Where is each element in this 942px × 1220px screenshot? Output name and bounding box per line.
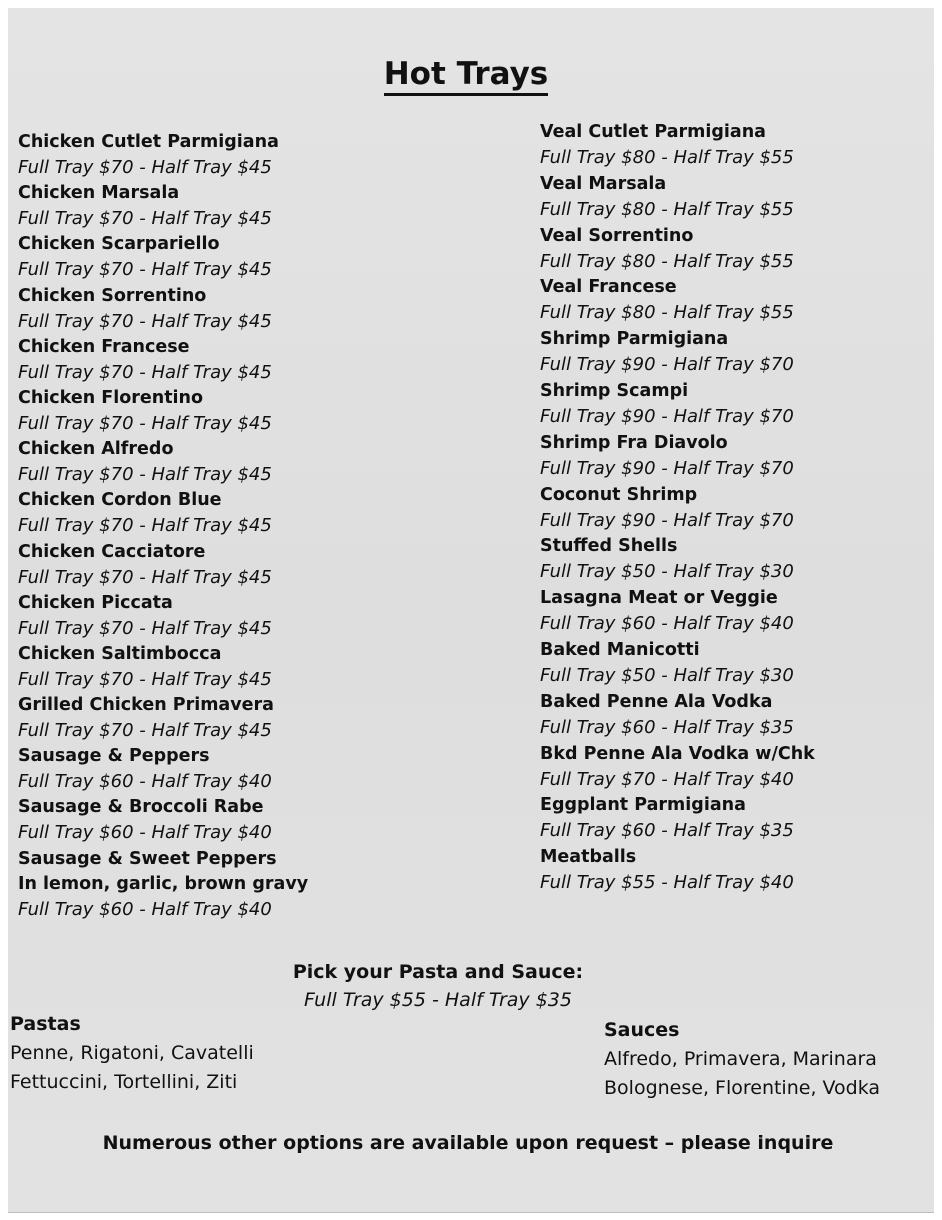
sauces-list (604, 1016, 880, 1103)
menu-item (18, 488, 438, 539)
menu-item-price: Full Tray $80 - Half Tray $55 (540, 250, 794, 272)
menu-item (18, 335, 438, 386)
pasta-sauce-price: Full Tray $55 - Half Tray $35 (304, 989, 572, 1011)
menu-item (540, 120, 920, 172)
menu-item (540, 534, 920, 586)
menu-item-name: Chicken Saltimbocca (18, 643, 222, 664)
menu-item-price: Full Tray $70 - Half Tray $45 (18, 720, 272, 742)
menu-item-price: Full Tray $60 - Half Tray $40 (18, 822, 272, 844)
menu-item (18, 744, 438, 795)
menu-item (18, 181, 438, 232)
menu-item (18, 642, 438, 693)
menu-item (18, 540, 438, 591)
menu-item (18, 232, 438, 283)
menu-item-name: Chicken Cacciatore (18, 541, 206, 562)
menu-item-price: Full Tray $70 - Half Tray $45 (18, 515, 272, 537)
menu-item (540, 483, 920, 535)
menu-item (540, 742, 920, 794)
sauces-line: Alfredo, Primavera, Marinara (604, 1048, 877, 1070)
menu-item-name: Sausage & Peppers (18, 746, 210, 767)
menu-item-name: Shrimp Parmigiana (540, 329, 729, 350)
menu-item-name: Meatballs (540, 847, 637, 868)
menu-item-name: Sausage & Broccoli Rabe (18, 797, 264, 818)
menu-item-price: Full Tray $80 - Half Tray $55 (540, 198, 794, 220)
menu-item-price: Full Tray $70 - Half Tray $45 (18, 668, 272, 690)
sauces-heading: Sauces (604, 1019, 680, 1041)
menu-item-price: Full Tray $70 - Half Tray $45 (18, 617, 272, 639)
pasta-sauce-section (208, 958, 668, 1014)
menu-item (540, 431, 920, 483)
menu-item-name: Veal Marsala (540, 173, 667, 194)
menu-item-price: Full Tray $60 - Half Tray $35 (540, 820, 794, 842)
menu-item-name: Chicken Piccata (18, 592, 173, 613)
menu-item-name: Grilled Chicken Primavera (18, 695, 274, 716)
menu-item-name: Bkd Penne Ala Vodka w/Chk (540, 743, 815, 764)
menu-item-name: Chicken Cutlet Parmigiana (18, 132, 279, 152)
menu-item-price: Full Tray $80 - Half Tray $55 (540, 302, 794, 324)
menu-item-price: Full Tray $70 - Half Tray $45 (18, 464, 272, 486)
menu-item-price: Full Tray $70 - Half Tray $45 (18, 208, 272, 230)
menu-item (18, 284, 438, 335)
pastas-line: Fettuccini, Tortellini, Ziti (10, 1071, 238, 1093)
menu-item-note: In lemon, garlic, brown gravy (18, 873, 309, 894)
menu-item-price: Full Tray $70 - Half Tray $45 (18, 310, 272, 332)
menu-item (540, 275, 920, 327)
menu-item-name: Stuffed Shells (540, 536, 678, 557)
menu-item (18, 591, 438, 642)
menu-item-name: Chicken Alfredo (18, 439, 174, 460)
footer-note: Numerous other options are available upon request – please inquire (102, 1132, 834, 1154)
menu-item-price: Full Tray $70 - Half Tray $45 (18, 259, 272, 281)
menu-item-name: Baked Penne Ala Vodka (540, 691, 773, 712)
menu-item-name: Chicken Florentino (18, 387, 204, 408)
menu-item (18, 795, 438, 846)
sauces-line: Bolognese, Florentine, Vodka (604, 1077, 881, 1099)
menu-sheet (8, 8, 934, 1213)
menu-item-name: Veal Sorrentino (540, 225, 694, 246)
pasta-sauce-heading: Pick your Pasta and Sauce: (292, 961, 584, 983)
menu-item (540, 845, 920, 897)
menu-item-price: Full Tray $50 - Half Tray $30 (540, 664, 794, 686)
left-menu-column (18, 130, 438, 923)
pastas-heading: Pastas (10, 1013, 81, 1035)
menu-item (18, 693, 438, 744)
menu-item-name: Sausage & Sweet Peppers (18, 848, 277, 869)
menu-item (540, 327, 920, 379)
menu-item-price: Full Tray $60 - Half Tray $40 (18, 898, 272, 920)
menu-item-price: Full Tray $90 - Half Tray $70 (540, 457, 794, 479)
pastas-list (10, 1010, 254, 1097)
right-menu-column (540, 120, 920, 897)
menu-item (540, 793, 920, 845)
menu-item-name: Chicken Marsala (18, 183, 180, 204)
menu-item-price: Full Tray $70 - Half Tray $45 (18, 361, 272, 383)
menu-item-name: Veal Francese (540, 277, 677, 298)
menu-item-name: Chicken Francese (18, 336, 190, 357)
menu-item-price: Full Tray $70 - Half Tray $40 (540, 768, 794, 790)
menu-item (540, 690, 920, 742)
menu-item-name: Baked Manicotti (540, 639, 700, 660)
menu-item-price: Full Tray $60 - Half Tray $40 (18, 771, 272, 793)
menu-item-price: Full Tray $70 - Half Tray $45 (18, 157, 272, 178)
menu-item-price: Full Tray $80 - Half Tray $55 (540, 147, 794, 168)
menu-item-name: Lasagna Meat or Veggie (540, 588, 778, 609)
menu-item (540, 586, 920, 638)
menu-item-price: Full Tray $60 - Half Tray $40 (540, 613, 794, 635)
menu-item-name: Chicken Scarpariello (18, 234, 220, 255)
menu-item (540, 172, 920, 224)
menu-item-price: Full Tray $60 - Half Tray $35 (540, 716, 794, 738)
menu-item (18, 386, 438, 437)
menu-item (18, 847, 438, 923)
menu-item-name: Eggplant Parmigiana (540, 795, 746, 816)
menu-item-price: Full Tray $90 - Half Tray $70 (540, 405, 794, 427)
menu-item-name: Chicken Cordon Blue (18, 490, 222, 511)
menu-item (540, 379, 920, 431)
menu-item-price: Full Tray $55 - Half Tray $40 (540, 872, 794, 894)
menu-item-price: Full Tray $70 - Half Tray $45 (18, 566, 272, 588)
menu-item (18, 130, 438, 181)
menu-item-name: Shrimp Fra Diavolo (540, 432, 728, 453)
menu-item-price: Full Tray $90 - Half Tray $70 (540, 509, 794, 531)
menu-item-price: Full Tray $50 - Half Tray $30 (540, 561, 794, 583)
menu-title: Hot Trays (8, 56, 924, 92)
menu-item (540, 638, 920, 690)
menu-item-name: Shrimp Scampi (540, 380, 689, 401)
menu-item (540, 224, 920, 276)
menu-item-price: Full Tray $70 - Half Tray $45 (18, 412, 272, 434)
pastas-line: Penne, Rigatoni, Cavatelli (10, 1042, 254, 1064)
menu-item-name: Chicken Sorrentino (18, 285, 207, 306)
menu-item-name: Veal Cutlet Parmigiana (540, 122, 766, 142)
menu-item-name: Coconut Shrimp (540, 484, 698, 505)
menu-item-price: Full Tray $90 - Half Tray $70 (540, 354, 794, 376)
menu-item (18, 437, 438, 488)
